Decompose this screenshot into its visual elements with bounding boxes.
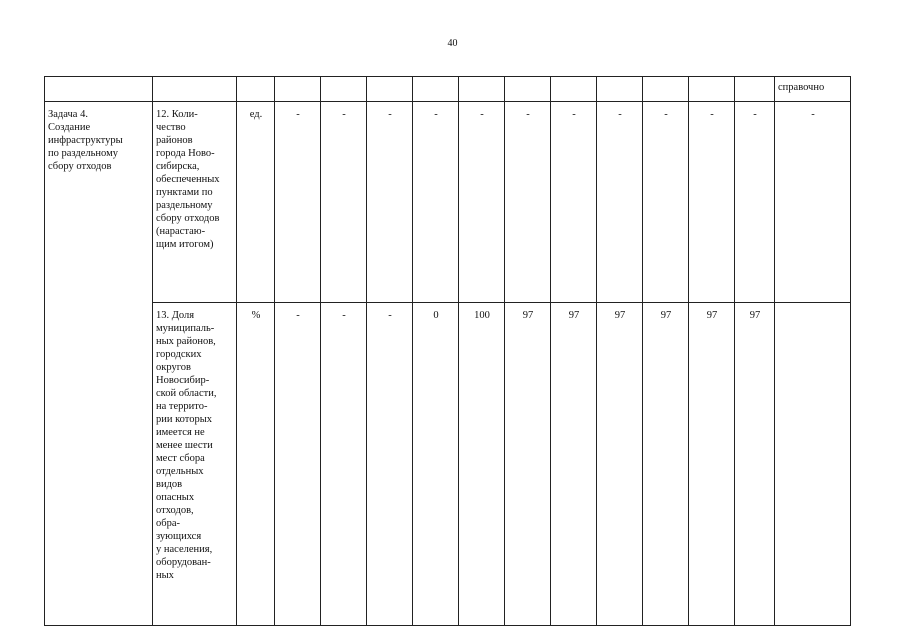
value-cell: 0 — [413, 303, 459, 626]
value-cell: - — [551, 102, 597, 303]
value-cell: - — [413, 102, 459, 303]
value-cell: - — [735, 102, 775, 303]
table-cell — [597, 77, 643, 102]
value-cell: - — [321, 303, 367, 626]
indicator-name-cell: 13. Доля муниципаль- ных районов, городских округов Новосибир- ской области, на террито- рии которых имеется не менее шести мест сбора отдельных видов опасных отходов, обра- зующихся у населения, оборудован- ных — [153, 303, 237, 626]
table-row-continuation — [45, 77, 851, 102]
header-note-cell: справочно — [775, 77, 851, 102]
value-cell: 97 — [735, 303, 775, 626]
table-cell — [459, 77, 505, 102]
task-cell: Задача 4. Создание инфраструктуры по раздельному сбору отходов — [45, 102, 153, 626]
value-cell: 97 — [643, 303, 689, 626]
table-cell — [643, 77, 689, 102]
value-cell: 97 — [597, 303, 643, 626]
value-cell: - — [775, 102, 851, 303]
value-cell: - — [367, 102, 413, 303]
value-cell — [775, 303, 851, 626]
value-cell: - — [459, 102, 505, 303]
value-cell: - — [321, 102, 367, 303]
unit-cell: % — [237, 303, 275, 626]
indicator-name-cell: 12. Коли- чество районов города Ново- сибирска, обеспеченных пунктами по раздельному сбору отходов (нарастаю- щим итогом) — [153, 102, 237, 303]
table-cell — [367, 77, 413, 102]
value-cell: 100 — [459, 303, 505, 626]
table-cell — [735, 77, 775, 102]
value-cell: 97 — [551, 303, 597, 626]
page-number: 40 — [447, 38, 458, 49]
unit-cell: ед. — [237, 102, 275, 303]
value-cell: 97 — [505, 303, 551, 626]
table-cell — [153, 77, 237, 102]
value-cell: - — [275, 102, 321, 303]
table-row-indicator-12 — [45, 102, 851, 303]
table-cell — [689, 77, 735, 102]
table-row-indicator-13 — [45, 303, 851, 626]
indicators-table — [44, 76, 851, 626]
table-cell — [505, 77, 551, 102]
table-cell — [237, 77, 275, 102]
table-cell — [551, 77, 597, 102]
value-cell: - — [597, 102, 643, 303]
value-cell: 97 — [689, 303, 735, 626]
value-cell: - — [275, 303, 321, 626]
value-cell: - — [643, 102, 689, 303]
value-cell: - — [505, 102, 551, 303]
table-cell — [45, 77, 153, 102]
table-cell — [275, 77, 321, 102]
value-cell: - — [689, 102, 735, 303]
value-cell: - — [367, 303, 413, 626]
table-cell — [413, 77, 459, 102]
table-cell — [321, 77, 367, 102]
